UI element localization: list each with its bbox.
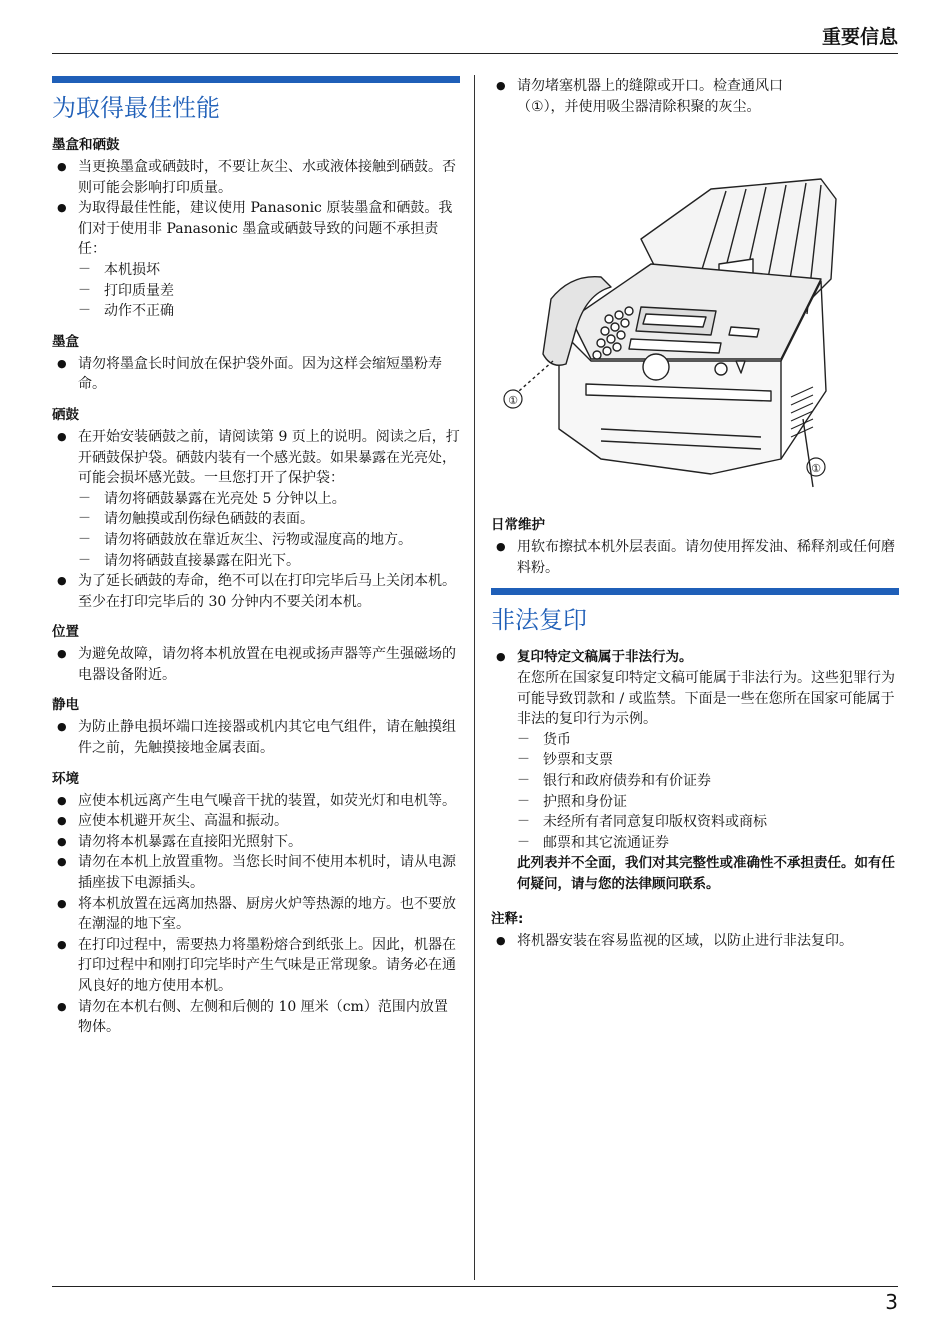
heading-environment: 环境 — [52, 770, 79, 787]
dash-item: － 货币 — [491, 730, 899, 751]
section-title-performance: 为取得最佳性能 — [52, 94, 220, 122]
heading-static: 静电 — [52, 697, 79, 714]
heading-drum: 硒鼓 — [52, 406, 79, 423]
fax-machine-illustration — [491, 129, 899, 489]
list-item: ● 应使本机避开灰尘、高温和振动。 — [52, 811, 460, 832]
left-column — [52, 76, 460, 1038]
heading-toner: 墨盒 — [52, 333, 79, 350]
list-item: ● 在打印过程中，需要热力将墨粉熔合到纸张上。因此，机器在打印过程中和刚打印完毕时产生气味是正常现象。请务必在通风良好的地方使用本机。 — [52, 935, 460, 997]
heading-location: 位置 — [52, 624, 79, 641]
location-list — [52, 644, 460, 685]
vent-text-post: ），并使用吸尘器清除积聚的灰尘。 — [543, 98, 761, 115]
dash-item: － 护照和身份证 — [491, 792, 899, 813]
footer-rule — [52, 1286, 898, 1287]
dash-item: － 请勿将硒鼓放在靠近灰尘、污物或湿度高的地方。 — [52, 530, 460, 551]
vent-list — [491, 76, 899, 117]
environment-list — [52, 791, 460, 1038]
list-item: ● 在开始安装硒鼓之前，请阅读第 9 页上的说明。阅读之后，打开硒鼓保护袋。硒鼓内装有一个感光鼓。如果暴露在光亮处，可能会损坏感光鼓。一旦您打开了保护袋： — [52, 427, 460, 489]
page-number: 3 — [885, 1290, 898, 1314]
header-title: 重要信息 — [821, 26, 898, 48]
drum-list-2 — [52, 571, 460, 612]
list-item: ● 为防止静电损坏端口连接器或机内其它电气组件，请在触摸组件之前，先触摸接地金属表面。 — [52, 717, 460, 758]
vent-text-pre: （ — [517, 98, 531, 115]
toner-drum-list — [52, 157, 460, 260]
list-item: ● 请勿在本机上放置重物。当您长时间不使用本机时，请从电源插座拔下电源插头。 — [52, 852, 460, 893]
dash-item: － 本机损坏 — [52, 260, 460, 281]
heading-maintenance: 日常维护 — [491, 517, 545, 534]
toner-drum-dash-list — [52, 260, 460, 322]
list-item: ● 当更换墨盒或硒鼓时，不要让灰尘、水或液体接触到硒鼓。否则可能会影响打印质量。 — [52, 157, 460, 198]
static-list — [52, 717, 460, 758]
dash-item: － 请勿触摸或刮伤绿色硒鼓的表面。 — [52, 509, 460, 530]
illegal-dash-list — [491, 730, 899, 854]
dash-item: － 请勿将硒鼓直接暴露在阳光下。 — [52, 551, 460, 572]
illegal-paragraph: 在您所在国家复印特定文稿可能属于非法行为。这些犯罪行为可能导致罚款和 / 或监禁。下面是一些在您所在国家可能属于非法的复印行为示例。 — [517, 669, 895, 728]
list-item: ● 将机器安装在容易监视的区域，以防止进行非法复印。 — [491, 931, 899, 952]
illegal-bold-statement: 复印特定文稿属于非法行为。 — [517, 649, 693, 666]
dash-item: － 打印质量差 — [52, 281, 460, 302]
disclaimer-note: 此列表并不全面，我们对其完整性或准确性不承担责任。如有任何疑问，请与您的法律顾问联系。 — [517, 855, 895, 893]
list-item: ● 请勿将墨盒长时间放在保护袋外面。因为这样会缩短墨粉寿命。 — [52, 354, 460, 395]
list-item: ● 用软布擦拭本机外层表面。请勿使用挥发油、稀释剂或任何磨料粉。 — [491, 537, 899, 578]
callout-2-label: ① — [811, 462, 821, 476]
drum-list — [52, 427, 460, 489]
column-divider — [474, 75, 475, 1280]
note-list — [491, 931, 899, 952]
list-item: ● 应使本机远离产生电气噪音干扰的装置，如荧光灯和电机等。 — [52, 791, 460, 812]
list-item — [491, 76, 899, 117]
illegal-list — [491, 647, 899, 668]
callout-1-label: ① — [508, 394, 518, 408]
maintenance-list — [491, 537, 899, 578]
drum-dash-list — [52, 489, 460, 571]
list-item — [491, 647, 899, 668]
dash-item: － 动作不正确 — [52, 301, 460, 322]
toner-list — [52, 354, 460, 395]
dash-item: － 钞票和支票 — [491, 750, 899, 771]
list-item: ● 请勿将本机暴露在直接阳光照射下。 — [52, 832, 460, 853]
section-bar — [491, 588, 899, 595]
header-rule — [52, 53, 898, 54]
heading-toner-drum: 墨盒和硒鼓 — [52, 137, 120, 153]
dash-item: － 请勿将硒鼓暴露在光亮处 5 分钟以上。 — [52, 489, 460, 510]
section-bar — [52, 76, 460, 83]
dash-item: － 邮票和其它流通证券 — [491, 833, 899, 854]
dash-item: － 未经所有者同意复印版权资料或商标 — [491, 812, 899, 833]
right-column — [491, 76, 899, 952]
heading-note: 注释: — [491, 911, 524, 928]
list-item: ● 将本机放置在远离加热器、厨房火炉等热源的地方。也不要放在潮湿的地下室。 — [52, 894, 460, 935]
callout-number: ① — [531, 98, 544, 115]
list-item: ● 为避免故障，请勿将本机放置在电视或扬声器等产生强磁场的电器设备附近。 — [52, 644, 460, 685]
list-item: ● 请勿在本机右侧、左侧和后侧的 10 厘米（cm）范围内放置物体。 — [52, 997, 460, 1038]
list-item: ● 为了延长硒鼓的寿命，绝不可以在打印完毕后马上关闭本机。至少在打印完毕后的 30 分钟内不要关闭本机。 — [52, 571, 460, 612]
vent-text-line1: 请勿堵塞机器上的缝隙或开口。检查通风口 — [517, 78, 783, 94]
dash-item: － 银行和政府债券和有价证券 — [491, 771, 899, 792]
section-title-illegal-copying: 非法复印 — [491, 606, 587, 635]
list-item: ● 为取得最佳性能，建议使用 Panasonic 原装墨盒和硒鼓。我们对于使用非 Panasonic 墨盒或硒鼓导致的问题不承担责任： — [52, 198, 460, 260]
